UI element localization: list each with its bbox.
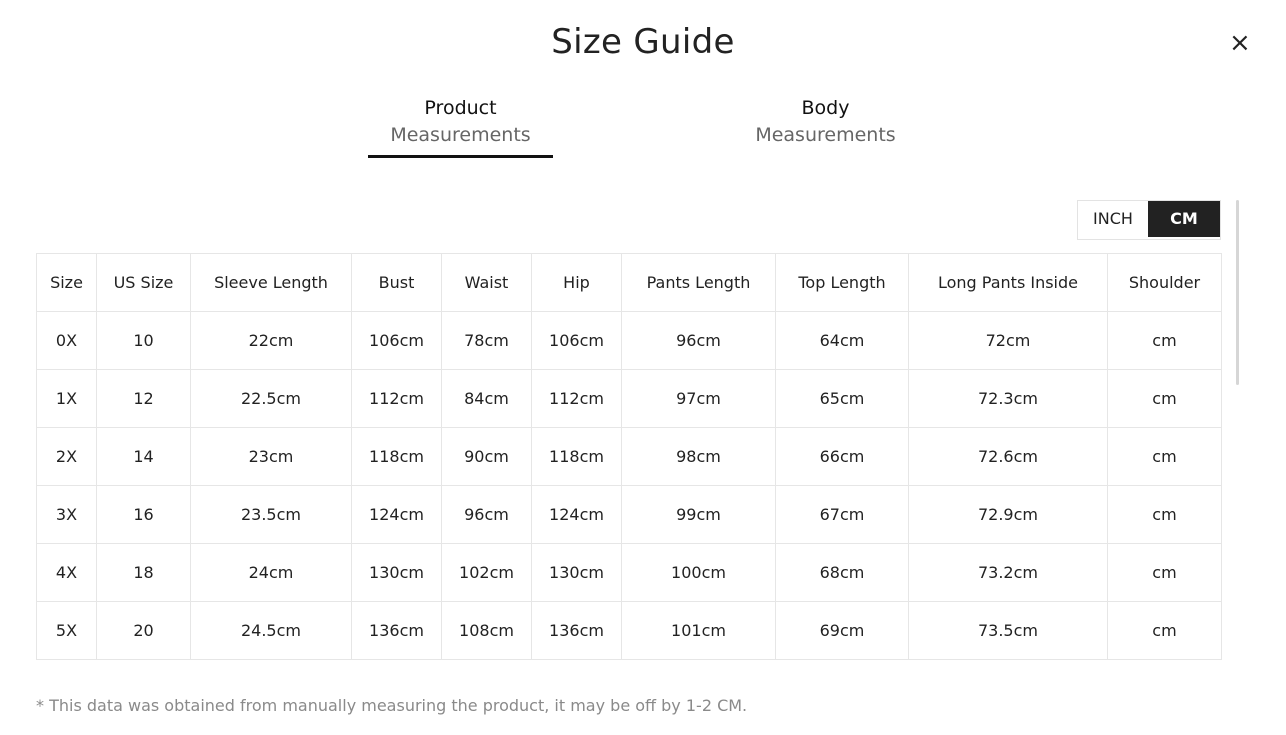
scrollbar[interactable] <box>1236 200 1239 385</box>
close-icon[interactable]: × <box>1229 28 1251 58</box>
table-cell: 4X <box>37 544 97 602</box>
column-header: Waist <box>442 254 532 312</box>
table-cell: 136cm <box>532 602 622 660</box>
table-cell: 65cm <box>776 370 909 428</box>
table-cell: 16 <box>97 486 191 544</box>
table-cell: cm <box>1108 370 1222 428</box>
table-cell: 22cm <box>191 312 352 370</box>
table-cell: 73.5cm <box>909 602 1108 660</box>
table-cell: 97cm <box>622 370 776 428</box>
table-header-row <box>37 254 1222 312</box>
table-cell: cm <box>1108 312 1222 370</box>
table-cell: cm <box>1108 428 1222 486</box>
table-cell: 14 <box>97 428 191 486</box>
table-cell: 106cm <box>352 312 442 370</box>
table-cell: 108cm <box>442 602 532 660</box>
table-cell: 12 <box>97 370 191 428</box>
table-cell: 24cm <box>191 544 352 602</box>
table-cell: 66cm <box>776 428 909 486</box>
table-cell: cm <box>1108 602 1222 660</box>
modal-title: Size Guide <box>551 22 735 62</box>
table-cell: 72cm <box>909 312 1108 370</box>
table-cell: cm <box>1108 544 1222 602</box>
column-header: Long Pants Inside <box>909 254 1108 312</box>
table-cell: 78cm <box>442 312 532 370</box>
table-cell: 23.5cm <box>191 486 352 544</box>
table-cell: 106cm <box>532 312 622 370</box>
table-cell: 102cm <box>442 544 532 602</box>
table-row <box>37 312 1222 370</box>
column-header: Hip <box>532 254 622 312</box>
inch-button[interactable]: INCH <box>1078 201 1148 237</box>
table-cell: 124cm <box>352 486 442 544</box>
table-cell: 72.6cm <box>909 428 1108 486</box>
table-row <box>37 602 1222 660</box>
table-cell: 18 <box>97 544 191 602</box>
table-cell: 72.9cm <box>909 486 1108 544</box>
table-cell: 67cm <box>776 486 909 544</box>
table-cell: 112cm <box>532 370 622 428</box>
table-cell: 112cm <box>352 370 442 428</box>
tab-label: Product <box>424 97 497 119</box>
table-row <box>37 486 1222 544</box>
tab-sublabel: Measurements <box>755 124 896 146</box>
table-cell: 1X <box>37 370 97 428</box>
table-cell: 2X <box>37 428 97 486</box>
table-cell: 99cm <box>622 486 776 544</box>
unit-toggle <box>1077 200 1221 240</box>
table-cell: 3X <box>37 486 97 544</box>
table-cell: 84cm <box>442 370 532 428</box>
table-cell: 124cm <box>532 486 622 544</box>
table-cell: 136cm <box>352 602 442 660</box>
table-cell: 90cm <box>442 428 532 486</box>
table-row <box>37 544 1222 602</box>
table-cell: 23cm <box>191 428 352 486</box>
tab-body-measurements[interactable] <box>733 95 918 149</box>
table-row <box>37 428 1222 486</box>
table-cell: 98cm <box>622 428 776 486</box>
tab-product-measurements[interactable] <box>368 95 553 158</box>
tab-sublabel: Measurements <box>390 124 531 146</box>
table-cell: 20 <box>97 602 191 660</box>
column-header: Size <box>37 254 97 312</box>
table-cell: 5X <box>37 602 97 660</box>
table-cell: 130cm <box>532 544 622 602</box>
tab-label: Body <box>801 97 850 119</box>
column-header: Sleeve Length <box>191 254 352 312</box>
column-header: Shoulder <box>1108 254 1222 312</box>
table-cell: 96cm <box>442 486 532 544</box>
table-cell: 64cm <box>776 312 909 370</box>
measurement-note: * This data was obtained from manually measuring the product, it may be off by 1-2 CM. <box>36 696 748 715</box>
measurement-tabs <box>0 95 1239 170</box>
cm-button[interactable]: CM <box>1148 201 1220 237</box>
table-cell: 118cm <box>352 428 442 486</box>
table-cell: 69cm <box>776 602 909 660</box>
table-cell: 101cm <box>622 602 776 660</box>
table-cell: 0X <box>37 312 97 370</box>
table-cell: 73.2cm <box>909 544 1108 602</box>
column-header: US Size <box>97 254 191 312</box>
table-cell: 68cm <box>776 544 909 602</box>
table-body <box>37 312 1222 660</box>
table-cell: 118cm <box>532 428 622 486</box>
table-cell: 100cm <box>622 544 776 602</box>
size-table <box>36 253 1222 660</box>
column-header: Bust <box>352 254 442 312</box>
table-cell: 24.5cm <box>191 602 352 660</box>
table-cell: 72.3cm <box>909 370 1108 428</box>
table-cell: 22.5cm <box>191 370 352 428</box>
table-cell: cm <box>1108 486 1222 544</box>
table-cell: 130cm <box>352 544 442 602</box>
table-cell: 96cm <box>622 312 776 370</box>
column-header: Pants Length <box>622 254 776 312</box>
column-header: Top Length <box>776 254 909 312</box>
table-cell: 10 <box>97 312 191 370</box>
table-row <box>37 370 1222 428</box>
